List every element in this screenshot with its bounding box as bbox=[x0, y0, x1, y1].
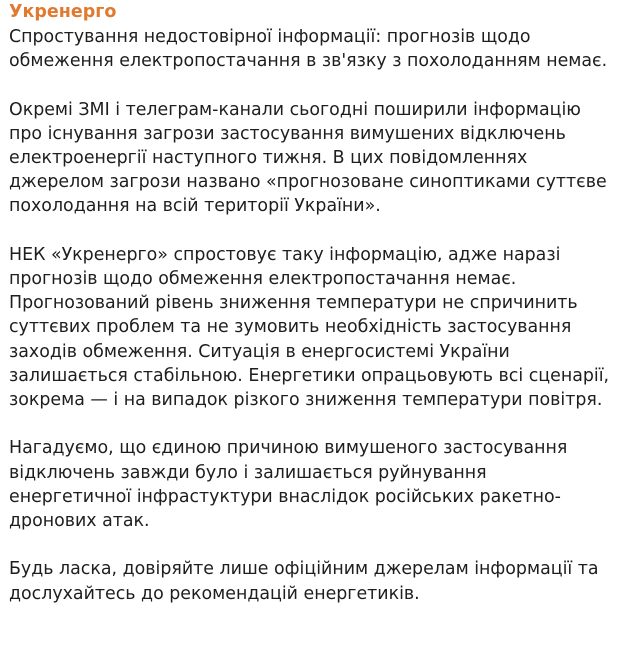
text-line: Прогнозований рівень зниження температури не спричинить bbox=[9, 293, 578, 314]
text-line: дослухайтесь до рекомендацій енергетиків. bbox=[9, 583, 420, 604]
text-line: обмеження електропостачання в зв'язку з похолоданням немає. bbox=[9, 51, 608, 72]
paragraph bbox=[9, 25, 639, 73]
text-line: заходів обмеження. Ситуація в енергосистемі України bbox=[9, 341, 510, 362]
text-line: суттєвих проблем та не зумовить необхідність застосування bbox=[9, 317, 572, 338]
paragraph bbox=[9, 243, 639, 412]
text-line: Спростування недостовірної інформації: прогнозів щодо bbox=[9, 27, 531, 47]
paragraph bbox=[9, 98, 639, 219]
paragraph bbox=[9, 557, 639, 605]
text-line: про існування загрози застосування вимушених відключень bbox=[9, 123, 566, 144]
text-line: залишається стабільною. Енергетики опрацьовують всі сценарії, bbox=[9, 365, 610, 386]
text-line: джерелом загрози названо «прогнозоване синоптиками суттєве bbox=[9, 172, 607, 193]
text-line: електроенергії наступного тижня. В цих повідомленнях bbox=[9, 148, 528, 168]
text-line: Окремі ЗМІ і телеграм-канали сьогодні поширили інформацію bbox=[9, 99, 581, 120]
text-line: відключень завжди було і залишається руйнування bbox=[9, 462, 487, 483]
text-line: прогнозів щодо обмеження електропостачання немає. bbox=[9, 269, 517, 289]
text-line: дронових атак. bbox=[9, 511, 150, 532]
text-line: Будь ласка, довіряйте лише офіційним джерелам інформації та bbox=[9, 559, 599, 580]
text-line: похолодання на всій території України». bbox=[9, 196, 381, 217]
sender-name[interactable]: Укренерго bbox=[9, 2, 117, 22]
text-line: зокрема — і на випадок різкого зниження температури повітря. bbox=[9, 390, 603, 411]
message-text bbox=[9, 25, 639, 606]
paragraph bbox=[9, 436, 639, 533]
text-line: Нагадуємо, що єдиною причиною вимушеного застосування bbox=[9, 438, 568, 459]
text-line: енергетичної інфрастуктури внаслідок російських ракетно- bbox=[9, 486, 561, 507]
text-line: НЕК «Укренерго» спростовує таку інформацію, адже наразі bbox=[9, 244, 561, 265]
